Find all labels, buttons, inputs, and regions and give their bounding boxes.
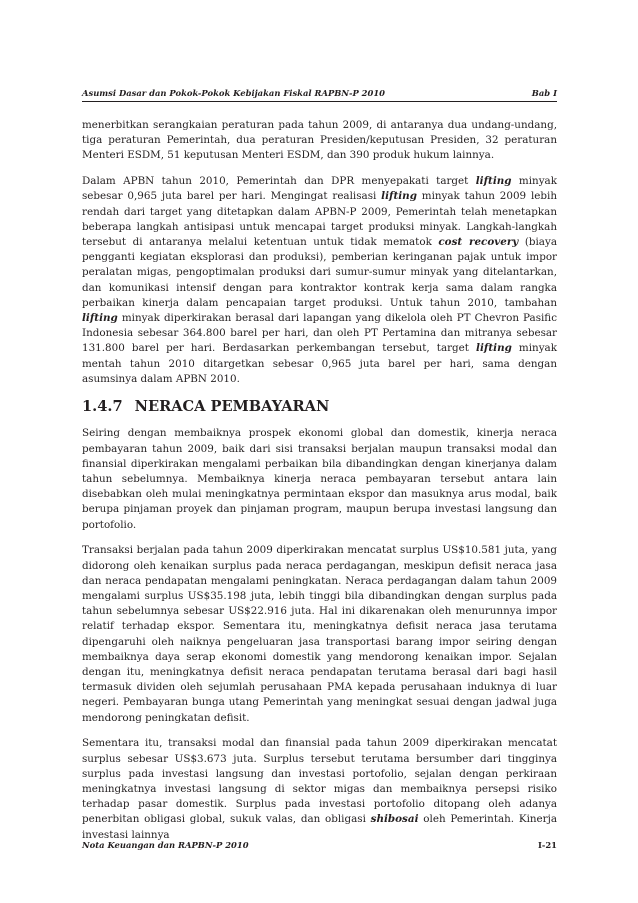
section-heading [82, 397, 557, 417]
section-number: 1.4.7 [82, 398, 123, 416]
running-footer [82, 840, 557, 854]
term-cost-recovery: cost recovery [438, 235, 519, 248]
paragraph-1: menerbitkan serangkaian peraturan pada tahun 2009, di antaranya dua undang-undang, tiga peraturan Pemerintah, dua peraturan Presiden/keputusan Presiden, 32 peraturan Menteri ESDM, 51 keputusan Menteri ESDM, dan 390 produk hukum lainnya. [82, 119, 557, 162]
term-lifting: lifting [381, 190, 417, 203]
header-chapter: Bab I [531, 88, 557, 98]
page-number: I-21 [537, 840, 557, 850]
running-header [82, 85, 557, 102]
term-lifting: lifting [475, 175, 512, 188]
footer-title: Nota Keuangan dan RAPBN-P 2010 [82, 840, 249, 850]
body-text [82, 118, 557, 853]
term-shibosai: shibosai [370, 813, 419, 826]
paragraph-3: Seiring dengan membaiknya prospek ekonomi global dan domestik, kinerja neraca pembayaran tahun 2009, baik dari sisi transaksi berjalan maupun transaksi modal dan finansial diperkirakan mengalami perbaikan bila dibandingkan dengan kinerjanya dalam tahun sebelumnya. Membaiknya kinerja neraca pembayaran tersebut antara lain disebabkan oleh mulai meningkatnya permintaan ekspor dan masuknya arus modal, baik berupa pinjaman proyek dan pinjaman program, maupun berupa investasi langsung dan portofolio. [82, 427, 557, 531]
paragraph-4: Transaksi berjalan pada tahun 2009 diperkirakan mencatat surplus US$10.581 juta, yang didorong oleh kenaikan surplus pada neraca perdagangan, meskipun defisit neraca jasa dan neraca pendapatan mengalami peningkatan. Neraca perdagangan dalam tahun 2009 mengalami surplus US$35.198 juta, lebih tinggi bila dibandingkan dengan surplus pada tahun sebelumnya sebesar US$22.916 juta. Hal ini dikarenakan oleh menurunnya impor relatif terhadap ekspor. Sementara itu, meningkatnya defisit neraca jasa terutama dipengaruhi oleh naiknya pengeluaran jasa transportasi barang impor seiring dengan membaiknya daya serap ekonomi domestik yang mendorong kenaikan impor. Sejalan dengan itu, meningkatnya defisit neraca pendapatan terutama berasal dari bagi hasil termasuk dividen oleh sejumlah perusahaan PMA kepada perusahaan induknya di luar negeri. Pembayaran bunga utang Pemerintah yang meningkat sesuai dengan jadwal juga mendorong peningkatan defisit. [82, 544, 557, 724]
term-lifting: lifting [82, 311, 118, 324]
paragraph-2: Dalam APBN tahun 2010, Pemerintah dan DPR menyepakati target lifting minyak sebesar 0,965 juta barel per hari. Mengingat realisasi lifting minyak tahun 2009 lebih rendah dari target yang ditetapkan dalam APBN-P 2009, Pemerintah telah menetapkan beberapa langkah antisipasi untuk mencapai target produksi minyak. Langkah-langkah tersebut di antaranya melalui ketentuan untuk tidak mematok cost recovery (biaya pengganti kegiatan eksplorasi dan produksi), pemberian keringanan pajak untuk impor peralatan migas, pengoptimalan produksi dari sumur-sumur minyak yang ditelantarkan, dan komunikasi intensif dengan para kontraktor kontrak kerja sama dalam rangka perbaikan kinerja dalam pencapaian target produksi. Untuk tahun 2010, tambahan lifting minyak diperkirakan berasal dari lapangan yang dikelola oleh PT Chevron Pasific Indonesia sebesar 364.800 barel per hari, dan oleh PT Pertamina dan mitranya sebesar 131.800 barel per hari. Berdasarkan perkembangan tersebut, target lifting minyak mentah tahun 2010 ditargetkan sebesar 0,965 juta barel per hari, sama dengan asumsinya dalam APBN 2010. [82, 175, 557, 385]
term-lifting: lifting [476, 342, 512, 355]
header-title: Asumsi Dasar dan Pokok-Pokok Kebijakan Fiskal RAPBN-P 2010 [82, 88, 385, 98]
paragraph-5: Sementara itu, transaksi modal dan finansial pada tahun 2009 diperkirakan mencatat surplus sebesar US$3.673 juta. Surplus tersebut terutama bersumber dari tingginya surplus pada investasi langsung dan investasi portofolio, sejalan dengan perkiraan meningkatnya investasi langsung di sektor migas dan membaiknya persepsi risiko terhadap pasar domestik. Surplus pada investasi portofolio ditopang oleh adanya penerbitan obligasi global, sukuk valas, dan obligasi shibosai oleh Pemerintah. Kinerja investasi lainnya [82, 737, 557, 841]
section-title: NERACA PEMBAYARAN [134, 398, 330, 416]
